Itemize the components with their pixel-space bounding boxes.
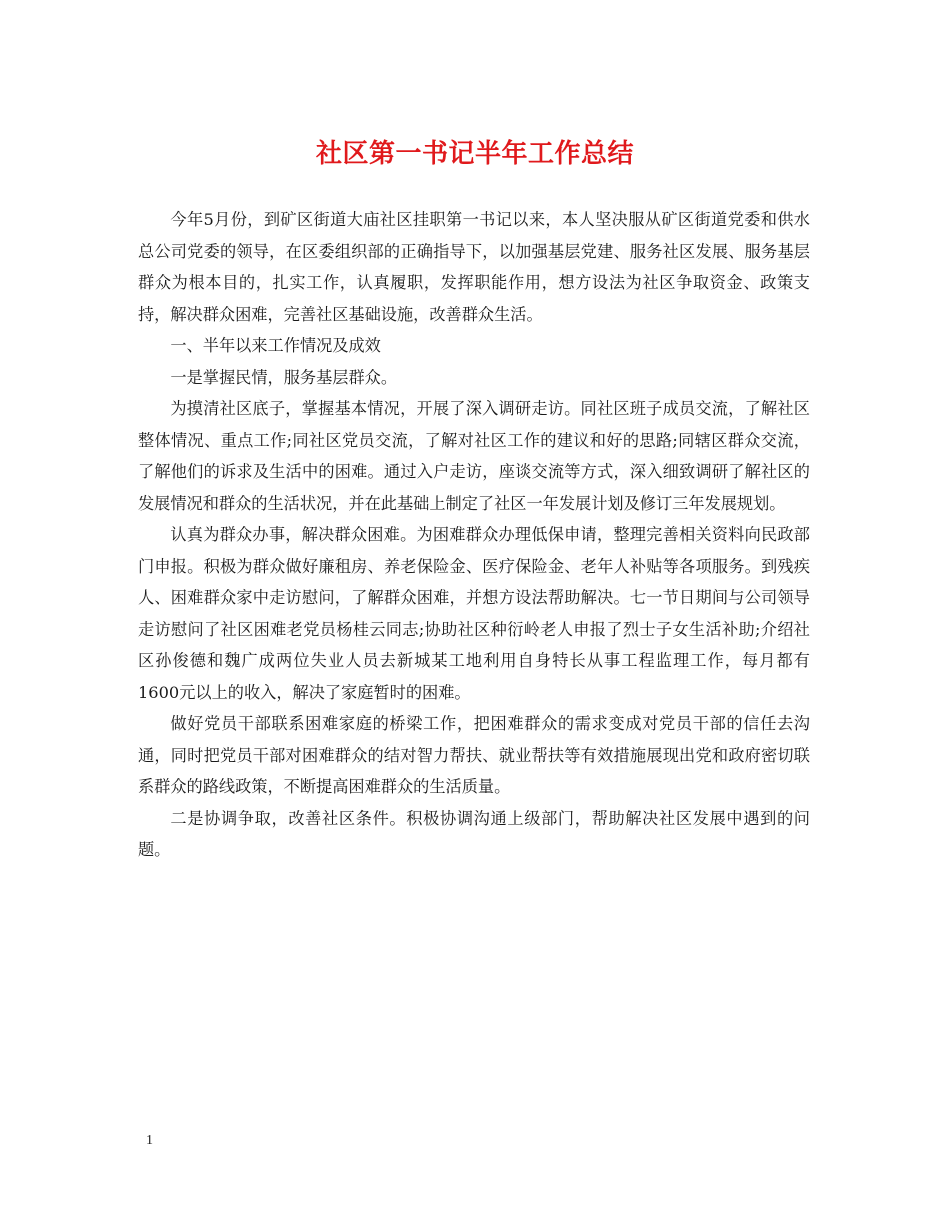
- subsection-heading-2: 二是协调争取，改善社区条件。积极协调沟通上级部门，帮助解决社区发展中遇到的问题。: [138, 808, 810, 859]
- paragraph-services: 认真为群众办事，解决群众困难。为困难群众办理低保申请，整理完善相关资料向民政部门申报。积极为群众做好廉租房、养老保险金、医疗保险金、老年人补贴等各项服务。到残疾人、困难群众家中走访慰问，了解群众困难，并想方设法帮助解决。七一节日期间与公司领导走访慰问了社区困难老党员杨桂云同志;协助社区种衍岭老人申报了烈士子女生活补助;介绍社区孙俊德和魏广成两位失业人员去新城某工地利用自身特长从事工程监理工作，每月都有1600元以上的收入，解决了家庭暂时的困难。: [138, 525, 810, 702]
- subsection-heading-1: 一是掌握民情，服务基层群众。: [170, 367, 398, 387]
- paragraph-intro: 今年5月份，到矿区街道大庙社区挂职第一书记以来，本人坚决服从矿区街道党委和供水总公司党委的领导，在区委组织部的正确指导下，以加强基层党建、服务社区发展、服务基层群众为根本目的，扎实工作，认真履职，发挥职能作用，想方设法为社区争取资金、政策支持，解决群众困难，完善社区基础设施，改善群众生活。: [138, 210, 810, 324]
- paragraph-bridge: 做好党员干部联系困难家庭的桥梁工作，把困难群众的需求变成对党员干部的信任去沟通，同时把党员干部对困难群众的结对智力帮扶、就业帮扶等有效措施展现出党和政府密切联系群众的路线政策，不断提高困难群众的生活质量。: [138, 714, 810, 796]
- document-body: [138, 204, 810, 866]
- page-number: 1: [146, 1133, 153, 1148]
- document-title: 社区第一书记半年工作总结: [315, 139, 634, 169]
- paragraph-research: 为摸清社区底子，掌握基本情况，开展了深入调研走访。同社区班子成员交流，了解社区整体情况、重点工作;同社区党员交流，了解对社区工作的建议和好的思路;同辖区群众交流，了解他们的诉求及生活中的困难。通过入户走访，座谈交流等方式，深入细致调研了解社区的发展情况和群众的生活状况，并在此基础上制定了社区一年发展计划及修订三年发展规划。: [138, 399, 810, 513]
- section-heading-1: 一、半年以来工作情况及成效: [170, 336, 381, 355]
